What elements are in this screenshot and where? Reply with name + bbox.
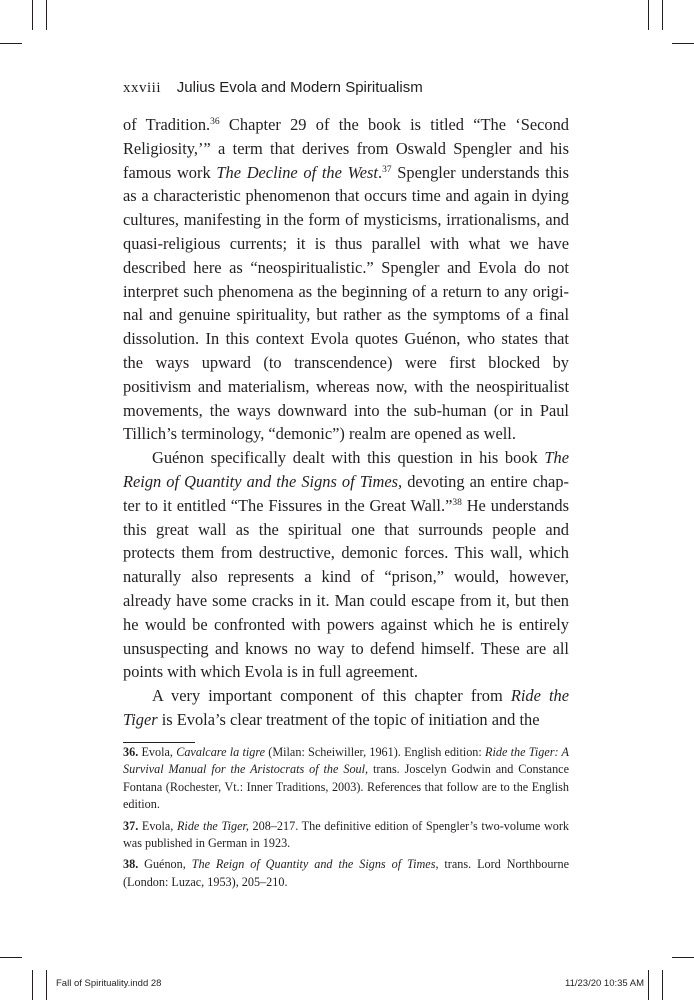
- footnote-ref: 37: [382, 164, 392, 175]
- text-run: Chapter 29 of the book is titled “The ‘Second Religiosity,’” a term that derives from Oswald Spengler and his famous work: [123, 115, 570, 182]
- text-run: Evola,: [138, 745, 177, 759]
- text-run: (Milan: Scheiwiller, 1961). English edition:: [265, 745, 486, 759]
- crop-mark: [0, 43, 22, 44]
- paragraph: [123, 684, 569, 732]
- crop-mark: [46, 0, 47, 30]
- paragraph: [123, 113, 569, 446]
- footnote-rule: [123, 742, 195, 743]
- crop-mark: [672, 43, 694, 44]
- text-run: 208–217. The definitive edition of Spengler’s two-volume work was published in German in 1923.: [123, 818, 569, 851]
- footnote-number: 38.: [123, 857, 139, 872]
- crop-mark: [648, 970, 649, 1000]
- footnote: [123, 856, 569, 891]
- italic-title: Ride the Tiger: [123, 686, 569, 729]
- text-run: is Evola’s clear treatment of the topic of initiation and the: [157, 709, 540, 729]
- text-run: A very important component of this chapter from: [152, 686, 511, 706]
- footnote-number: 36.: [123, 745, 139, 759]
- page-number: xxviii: [123, 80, 162, 96]
- italic-title: The Reign of Quantity and the Signs of Times,: [191, 857, 439, 872]
- crop-mark: [32, 0, 33, 30]
- crop-mark: [0, 957, 22, 958]
- crop-mark: [672, 957, 694, 958]
- crop-mark: [648, 0, 649, 30]
- body-text: [123, 113, 569, 732]
- text-run: He understands this great wall as the spiritual one that surrounds people and protects them from destructive, demonic forces. This wall, which naturally also represents a kind of “prison,” would, however, already have some cracks in it. Man could escape from it, but then he would be confronted with powers against which he is entirely unsuspecting and knows no way to defend himself. These are all points with which Evola is in full agreement.: [123, 495, 569, 682]
- text-run: of Tradition.: [123, 115, 211, 134]
- text-run: Spengler understands this as a characteristic phenomenon that occurs time and again in dying cultures, manifesting in the form of mysticisms, irrationalisms, and quasi-religious currents; it is thus parallel with what we have described here as “neospiritualistic.” Spengler and Evola do not interpret such phenomena as the beginning of a return to any original and genuine spirituality, but rather as the symptoms of a final dissolution. In this context Evola quotes Guénon, who states that the ways upward (to transcendence) were first blocked by positivism and materialism, whereas now, with the neospiritualist movements, the ways downward into the sub-human (or in Paul Tillich’s terminology, “demonic”) realm are opened as well.: [123, 162, 569, 444]
- paragraph: [123, 446, 569, 684]
- footnote-number: 37.: [123, 818, 139, 833]
- footnote-ref: 38: [452, 497, 462, 508]
- italic-title: The Reign of Quantity and the Signs of Times,: [123, 448, 569, 491]
- italic-title: Ride the Tiger: A Survival Manual for the Aristocrats of the Soul,: [123, 745, 569, 777]
- text-run: trans. Lord Northbourne (London: Luzac, 1953), 205–210.: [123, 857, 569, 889]
- text-run: Evola,: [138, 818, 177, 833]
- footnote: [123, 744, 569, 814]
- slug-file-label: Fall of Spirituality.indd 28: [56, 978, 162, 989]
- text-run: Guénon specifically dealt with this question in his book: [152, 448, 545, 468]
- text-run: .: [377, 162, 383, 182]
- footnote: [123, 818, 569, 853]
- footnotes: [123, 744, 569, 895]
- italic-title: Cavalcare la tigre: [176, 745, 266, 759]
- text-run: Guénon,: [138, 857, 192, 872]
- running-title: Julius Evola and Modern Spiritualism: [176, 79, 423, 96]
- italic-title: Ride the Tiger,: [176, 818, 249, 833]
- crop-mark: [46, 970, 47, 1000]
- crop-mark: [32, 970, 33, 1000]
- running-header: [123, 79, 603, 97]
- crop-mark: [662, 970, 663, 1000]
- crop-mark: [662, 0, 663, 30]
- italic-title: The Decline of the West: [216, 162, 378, 182]
- text-run: trans. Joscelyn Godwin and Constance Fontana (Rochester, Vt.: Inner Traditions, 2003). References that follow are to the English edition.: [123, 762, 569, 812]
- slug-timestamp: 11/23/20 10:35 AM: [565, 978, 645, 989]
- text-run: devoting an entire chapter to it entitled “The Fissures in the Great Wall.”: [123, 471, 569, 515]
- footnote-ref: 36: [210, 117, 220, 127]
